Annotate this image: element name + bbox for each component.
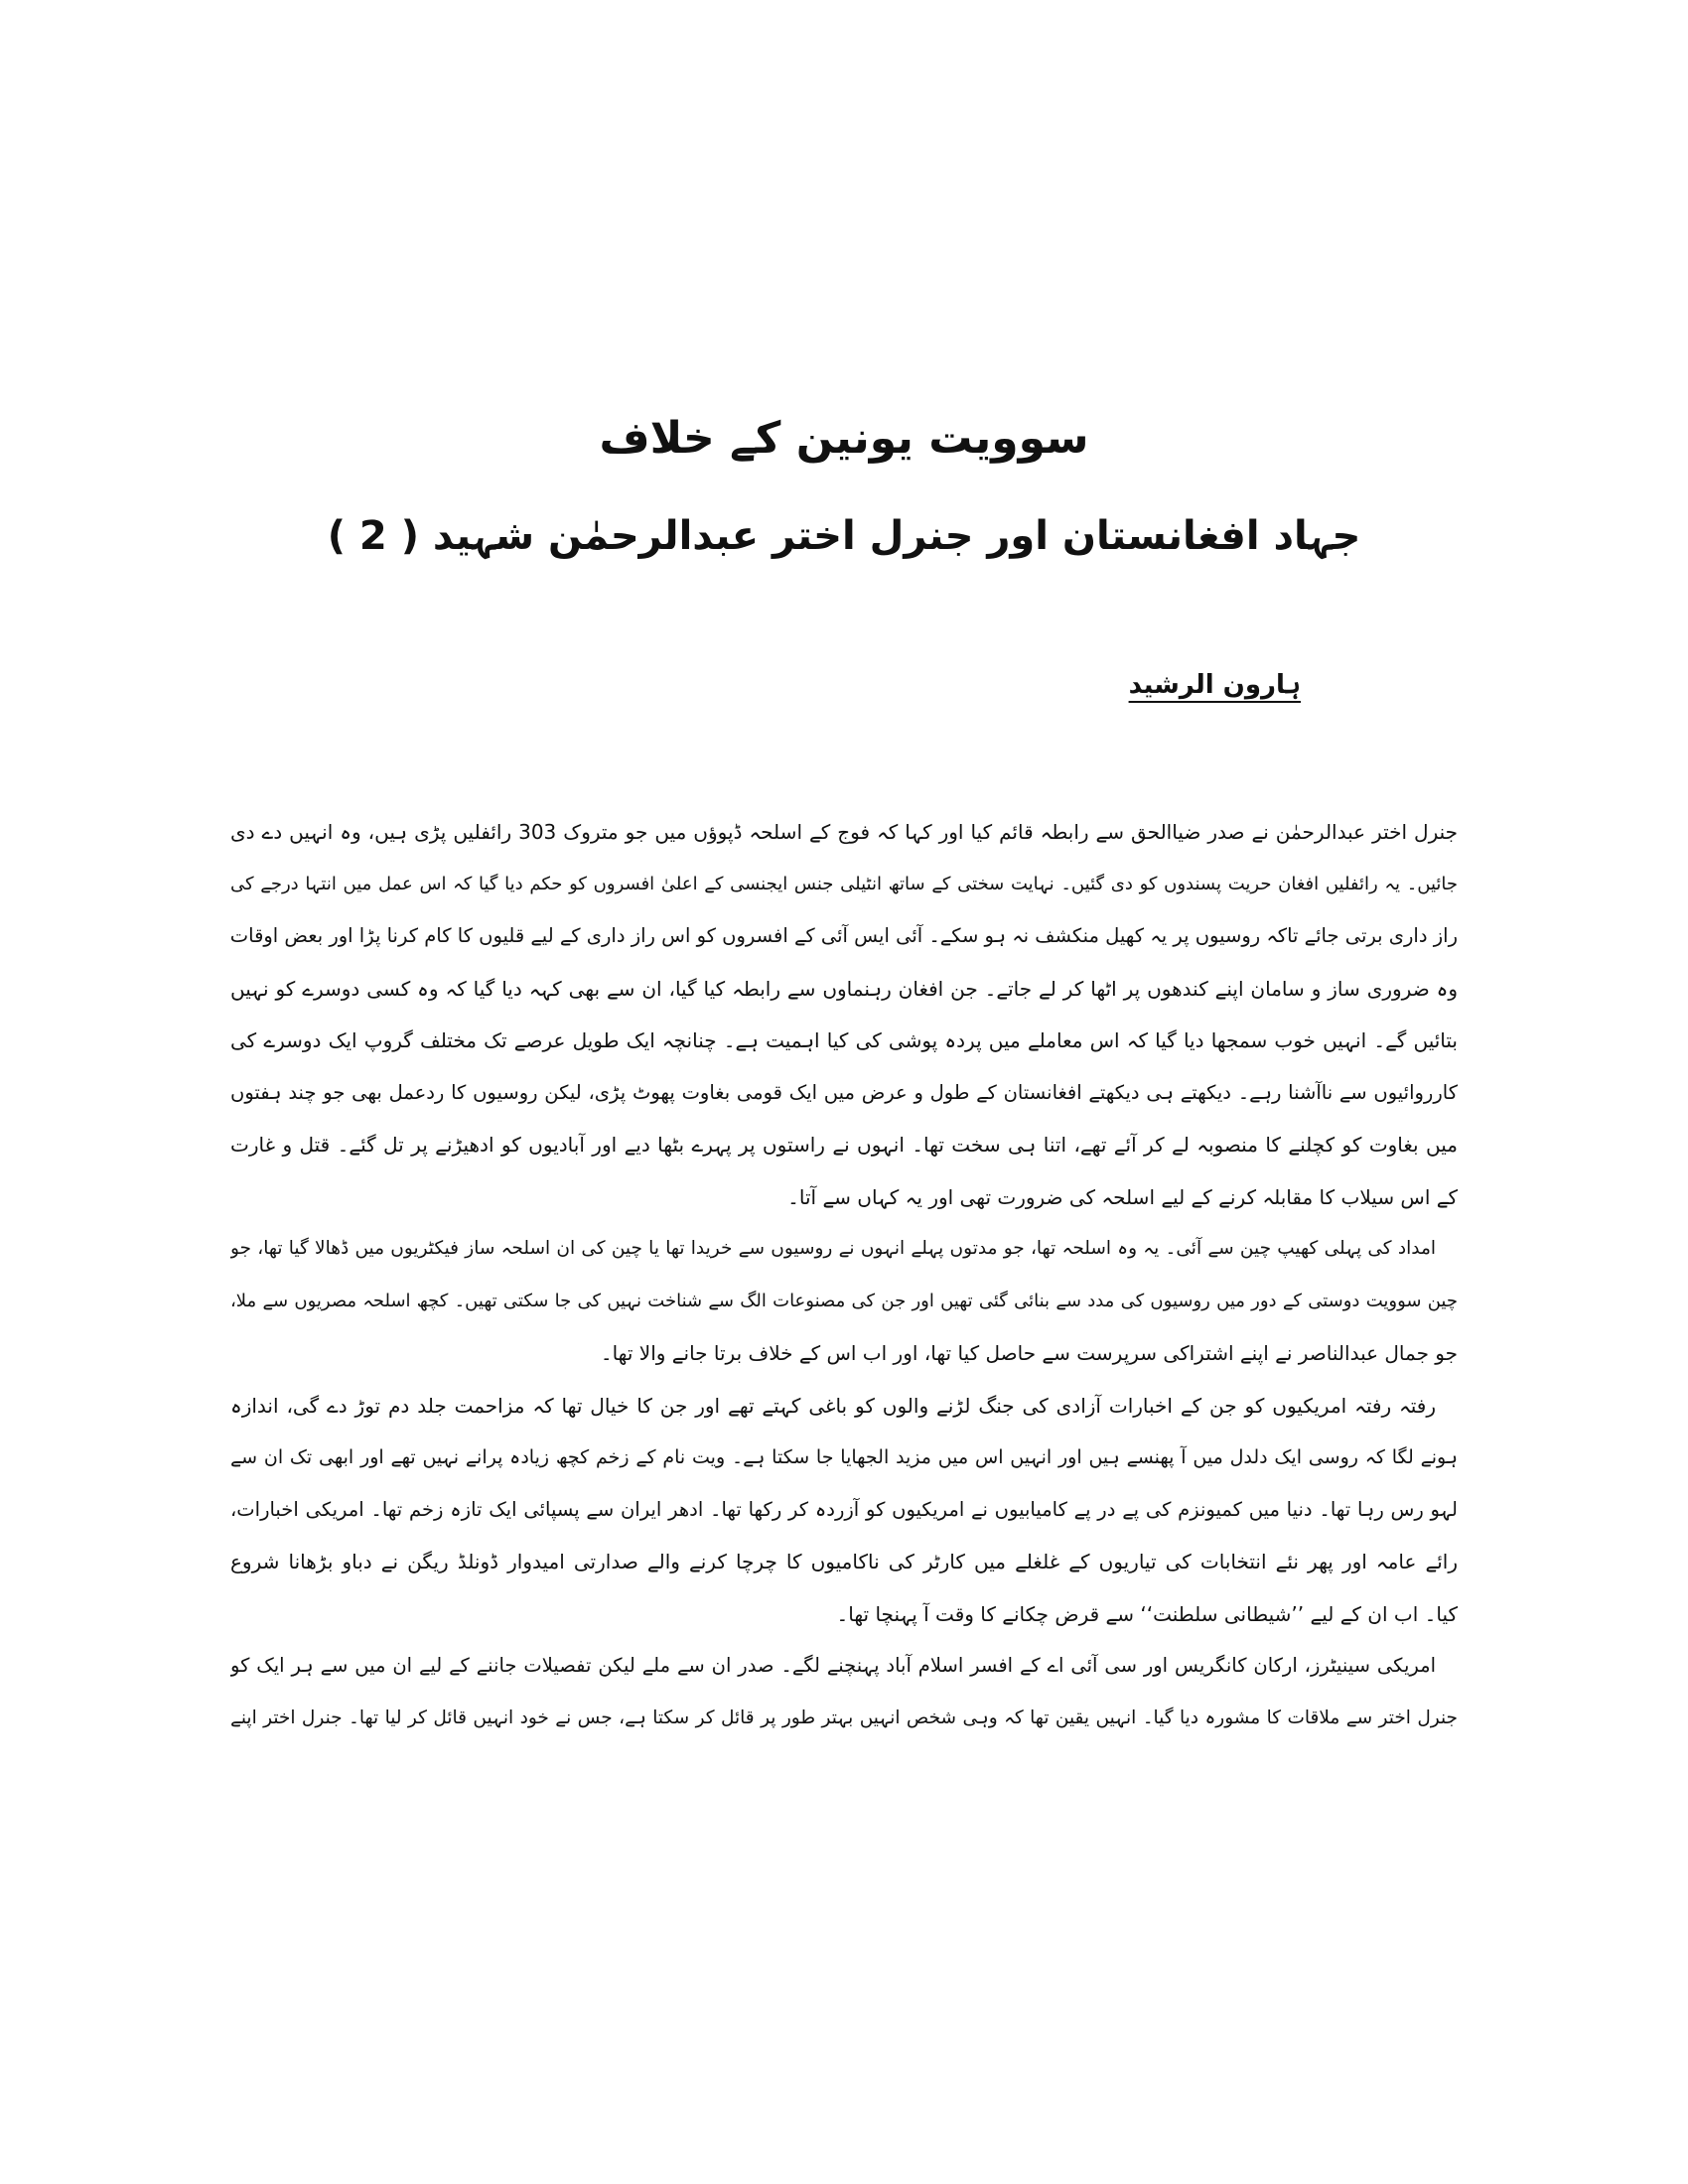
text-line: جنرل اختر سے ملاقات کا مشورہ دیا گیا۔ انہیں یقین تھا کہ وہی شخص انہیں بہتر طور پر قائل کر سکتا ہے، جس نے خود انہیں قائل کر لیا تھا۔ جنرل اختر اپنے — [230, 1706, 1458, 1728]
article-title-line-2: جہاد افغانستان اور جنرل اختر عبدالرحمٰن شہید ( 2 ) — [327, 513, 1361, 559]
text-line: بتائیں گے۔ انہیں خوب سمجھا دیا گیا کہ اس معاملے میں پردہ پوشی کی کیا اہمیت ہے۔ چنانچہ ایک طویل عرصے تک مختلف گروپ ایک دوسرے کی — [230, 1028, 1458, 1052]
text-line: وہ ضروری ساز و سامان اپنے کندھوں پر اٹھا کر لے جاتے۔ جن افغان رہنماوں سے رابطہ کیا گیا، ان سے بھی کہہ دیا گیا کہ وہ کسی دوسرے کو نہیں — [230, 976, 1458, 1001]
text-line: جنرل اختر عبدالرحمٰن نے صدر ضیاالحق سے رابطہ قائم کیا اور کہا کہ فوج کے اسلحہ ڈپوؤں میں جو متروک 303 رائفلیں پڑی ہیں، وہ انہیں دے دی — [230, 820, 1458, 844]
text-line: لہو رس رہا تھا۔ دنیا میں کمیونزم کی پے در پے کامیابیوں نے امریکیوں کو آزردہ کر رکھا تھا۔ ادھر ایران سے پسپائی ایک تازہ زخم تھا۔ امریکی اخبارات، — [230, 1497, 1458, 1521]
paragraph-3 — [230, 1380, 1458, 1641]
paragraph-4 — [230, 1640, 1458, 1744]
text-line: رفتہ رفتہ امریکیوں کو جن کے اخبارات آزادی کی جنگ لڑنے والوں کو باغی کہتے تھے اور جن کا خیال تھا کہ مزاحمت جلد دم توڑ دے گی، اندازہ — [230, 1393, 1436, 1418]
article-title-line-1: سوویت یونین کے خلاف — [599, 413, 1089, 464]
paragraph-1 — [230, 806, 1458, 1223]
text-line: امریکی سینیٹرز، ارکان کانگریس اور سی آئی اے کے افسر اسلام آباد پہنچنے لگے۔ صدر ان سے ملے لیکن تفصیلات جاننے کے لیے ان میں سے ہر ایک کو — [230, 1654, 1436, 1677]
author-byline: ہارون الرشید — [1128, 670, 1301, 700]
text-line: ہونے لگا کہ روسی ایک دلدل میں آ پھنسے ہیں اور انہیں اس میں مزید الجھایا جا سکتا ہے۔ ویت نام کے زخم کچھ زیادہ پرانے نہیں تھے اور ابھی تک ان سے — [230, 1446, 1458, 1468]
text-line: چین سوویت دوستی کے دور میں روسیوں کی مدد سے بنائی گئی تھیں اور جن کی مصنوعات الگ سے شناخت نہیں کی جا سکتی تھیں۔ کچھ اسلحہ مصریوں سے ملا، — [230, 1290, 1458, 1311]
paragraph-2 — [230, 1223, 1458, 1380]
text-line: میں بغاوت کو کچلنے کا منصوبہ لے کر آئے تھے، اتنا ہی سخت تھا۔ انہوں نے راستوں پر پہرے بٹھا دیے اور آبادیوں کو ادھیڑنے پر تل گئے۔ قتل و غارت — [230, 1133, 1458, 1157]
text-line: راز داری برتی جائے تاکہ روسیوں پر یہ کھیل منکشف نہ ہو سکے۔ آئی ایس آئی کے افسروں کو اس راز داری کے لیے قلیوں کا کام کرنا پڑا اور بعض اوقات — [230, 924, 1458, 947]
text-line: امداد کی پہلی کھیپ چین سے آئی۔ یہ وہ اسلحہ تھا، جو مدتوں پہلے انہوں نے روسیوں سے خریدا تھا یا چین کی ان اسلحہ ساز فیکٹریوں میں ڈھالا گیا تھا، جو — [230, 1238, 1436, 1259]
article-body — [230, 806, 1458, 1744]
text-line: کیا۔ اب ان کے لیے ’’شیطانی سلطنت‘‘ سے قرض چکانے کا وقت آ پہنچا تھا۔ — [836, 1601, 1458, 1626]
text-line: رائے عامہ اور پھر نئے انتخابات کی تیاریوں کے غلغلے میں کارٹر کی ناکامیوں کا چرچا کرنے والے صدارتی امیدوار ڈونلڈ ریگن نے دباو بڑھانا شروع — [230, 1550, 1458, 1573]
text-line: کے اس سیلاب کا مقابلہ کرنے کے لیے اسلحہ کی ضرورت تھی اور یہ کہاں سے آتا۔ — [787, 1184, 1458, 1209]
text-line: کارروائیوں سے ناآشنا رہے۔ دیکھتے ہی دیکھتے افغانستان کے طول و عرض میں ایک قومی بغاوت پھوٹ پڑی، لیکن روسیوں کا ردعمل بھی جو چند ہفتوں — [230, 1080, 1458, 1104]
text-line: جو جمال عبدالناصر نے اپنے اشتراکی سرپرست سے حاصل کیا تھا، اور اب اس کے خلاف برتا جانے والا تھا۔ — [600, 1341, 1458, 1365]
text-line: جائیں۔ یہ رائفلیں افغان حریت پسندوں کو دی گئیں۔ نہایت سختی کے ساتھ انٹیلی جنس ایجنسی کے اعلیٰ افسروں کو حکم دیا گیا کہ اس عمل میں انتہا درجے کی — [230, 873, 1458, 894]
